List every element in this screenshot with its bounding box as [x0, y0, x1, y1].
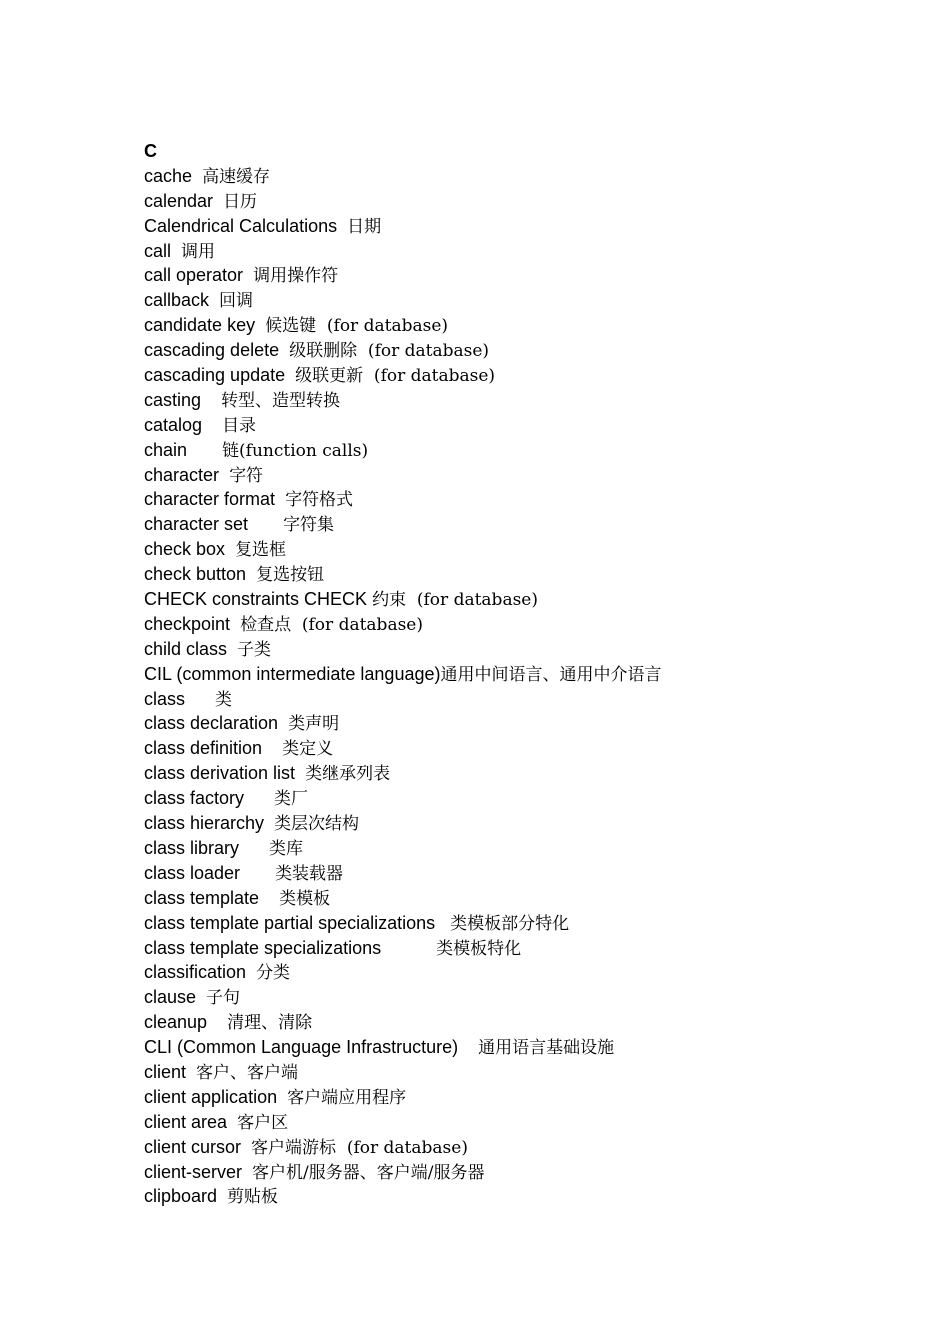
- glossary-entry: [144, 1184, 904, 1209]
- entry-translation: 类模板部分特化: [450, 913, 570, 934]
- entry-term: client-server: [144, 1161, 243, 1182]
- entry-translation: 字符: [229, 465, 264, 486]
- entry-term: character format: [144, 489, 276, 510]
- glossary-entry: [144, 1035, 904, 1060]
- glossary-page: [144, 139, 904, 1209]
- entry-translation: 类库: [269, 838, 304, 859]
- entry-term: class library: [144, 837, 240, 858]
- glossary-entry: [144, 239, 904, 264]
- entry-spacing: [295, 763, 305, 783]
- entry-translation: 调用: [181, 241, 216, 262]
- entry-spacing: [207, 1012, 227, 1032]
- entry-translation: 类模板: [279, 888, 331, 909]
- entry-term: class: [144, 688, 186, 709]
- entry-spacing: [246, 962, 256, 982]
- entry-term: catalog: [144, 414, 203, 435]
- entry-term: class declaration: [144, 713, 279, 734]
- entry-term: class template partial specializations: [144, 912, 436, 933]
- entry-term: class hierarchy: [144, 813, 265, 834]
- entry-spacing: [458, 1037, 478, 1057]
- glossary-entry: [144, 886, 904, 911]
- entry-translation: 客户区: [237, 1112, 289, 1133]
- glossary-entry: [144, 537, 904, 562]
- entry-translation: 检查点 (for database): [240, 614, 423, 635]
- entry-term: class template specializations: [144, 937, 382, 958]
- entry-translation: 级联更新 (for database): [295, 366, 496, 387]
- glossary-entry: [144, 1010, 904, 1035]
- glossary-entry: [144, 861, 904, 886]
- glossary-entry: [144, 836, 904, 861]
- entry-term: candidate key: [144, 315, 256, 336]
- entry-term: client application: [144, 1086, 278, 1107]
- entry-term: clause: [144, 987, 197, 1008]
- entry-translation: 目录: [222, 415, 257, 436]
- entry-term: class template: [144, 887, 260, 908]
- entry-translation: 通用中间语言、通用中介语言: [440, 664, 662, 685]
- entry-spacing: [255, 315, 265, 335]
- glossary-entry: [144, 463, 904, 488]
- entry-spacing: [240, 863, 275, 883]
- glossary-entry: [144, 1060, 904, 1085]
- entry-spacing: [225, 539, 235, 559]
- entry-spacing: [227, 1112, 237, 1132]
- entry-translation: 日期: [347, 216, 382, 237]
- glossary-list: [144, 164, 904, 1209]
- entry-spacing: [209, 290, 219, 310]
- glossary-entry: [144, 587, 904, 612]
- entry-spacing: [248, 514, 283, 534]
- glossary-entry: [144, 263, 904, 288]
- entry-term: CIL (common intermediate language): [144, 663, 441, 684]
- entry-term: casting: [144, 389, 202, 410]
- entry-spacing: [278, 713, 288, 733]
- glossary-entry: [144, 1085, 904, 1110]
- entry-translation: 字符集: [283, 515, 335, 536]
- entry-term: check box: [144, 539, 226, 560]
- glossary-entry: [144, 662, 904, 687]
- entry-translation: 清理、清除: [227, 1013, 313, 1034]
- entry-translation: 分类: [256, 963, 291, 984]
- entry-translation: 通用语言基础设施: [478, 1038, 615, 1059]
- glossary-entry: [144, 960, 904, 985]
- glossary-entry: [144, 214, 904, 239]
- glossary-entry: [144, 512, 904, 537]
- entry-term: class factory: [144, 788, 245, 809]
- glossary-entry: [144, 936, 904, 961]
- entry-spacing: [219, 465, 229, 485]
- entry-spacing: [279, 340, 289, 360]
- section-heading: C: [144, 141, 157, 161]
- entry-spacing: [337, 216, 347, 236]
- entry-spacing: [213, 191, 223, 211]
- entry-spacing: [277, 1087, 287, 1107]
- entry-translation: 类装载器: [275, 863, 344, 884]
- entry-term: CHECK constraints CHECK: [144, 589, 368, 610]
- entry-spacing: [217, 1186, 227, 1206]
- entry-term: CLI (Common Language Infrastructure): [144, 1037, 459, 1058]
- entry-translation: 类声明: [288, 714, 340, 735]
- entry-translation: 类: [215, 689, 233, 710]
- entry-term: child class: [144, 638, 228, 659]
- glossary-entry: [144, 562, 904, 587]
- entry-term: character set: [144, 514, 249, 535]
- entry-translation: 客户端应用程序: [287, 1087, 407, 1108]
- entry-spacing: [192, 166, 202, 186]
- glossary-entry: [144, 711, 904, 736]
- entry-spacing: [381, 938, 436, 958]
- entry-spacing: [275, 489, 285, 509]
- glossary-entry: [144, 911, 904, 936]
- entry-translation: 转型、造型转换: [221, 390, 341, 411]
- glossary-entry: [144, 1135, 904, 1160]
- entry-translation: 子句: [206, 988, 241, 1009]
- entry-term: client cursor: [144, 1136, 242, 1157]
- entry-spacing: [435, 913, 450, 933]
- entry-translation: 类层次结构: [274, 814, 360, 835]
- glossary-entry: [144, 363, 904, 388]
- glossary-entry: [144, 189, 904, 214]
- entry-translation: 客户机/服务器、客户端/服务器: [252, 1162, 485, 1183]
- glossary-entry: [144, 413, 904, 438]
- entry-term: client: [144, 1061, 187, 1082]
- entry-translation: 类继承列表: [305, 764, 391, 785]
- entry-spacing: [239, 838, 269, 858]
- entry-translation: 链(function calls): [222, 440, 369, 461]
- entry-spacing: [230, 614, 240, 634]
- entry-translation: 剪贴板: [227, 1187, 279, 1208]
- entry-spacing: [285, 365, 295, 385]
- entry-spacing: [241, 1137, 251, 1157]
- entry-term: call operator: [144, 265, 244, 286]
- entry-translation: 复选按钮: [256, 565, 325, 586]
- entry-term: client area: [144, 1111, 228, 1132]
- entry-term: calendar: [144, 190, 214, 211]
- entry-term: cache: [144, 165, 193, 186]
- entry-term: check button: [144, 564, 247, 585]
- entry-term: clipboard: [144, 1186, 218, 1207]
- glossary-entry: [144, 313, 904, 338]
- entry-spacing: [186, 1062, 196, 1082]
- entry-term: character: [144, 464, 220, 485]
- entry-spacing: [185, 689, 215, 709]
- entry-translation: 类厂: [274, 789, 309, 810]
- entry-term: class definition: [144, 738, 263, 759]
- entry-translation: 级联删除 (for database): [289, 341, 490, 362]
- glossary-entry: [144, 388, 904, 413]
- glossary-entry: [144, 612, 904, 637]
- entry-spacing: [227, 639, 237, 659]
- entry-term: cleanup: [144, 1012, 208, 1033]
- entry-translation: 调用操作符: [253, 266, 339, 287]
- entry-term: checkpoint: [144, 613, 231, 634]
- entry-spacing: [262, 738, 282, 758]
- entry-term: Calendrical Calculations: [144, 215, 338, 236]
- entry-translation: 高速缓存: [202, 166, 271, 187]
- entry-spacing: [171, 241, 181, 261]
- entry-translation: 字符格式: [285, 490, 354, 511]
- glossary-entry: [144, 761, 904, 786]
- entry-spacing: [242, 1162, 252, 1182]
- glossary-entry: [144, 338, 904, 363]
- glossary-entry: [144, 687, 904, 712]
- entry-translation: 客户端游标 (for database): [251, 1137, 468, 1158]
- glossary-entry: [144, 1160, 904, 1185]
- entry-term: classification: [144, 962, 247, 983]
- entry-term: call: [144, 240, 172, 261]
- glossary-entry: [144, 786, 904, 811]
- glossary-entry: [144, 811, 904, 836]
- entry-translation: 回调: [219, 291, 254, 312]
- glossary-entry: [144, 487, 904, 512]
- entry-translation: 约束 (for database): [372, 590, 538, 611]
- glossary-entry: [144, 1110, 904, 1135]
- glossary-entry: [144, 164, 904, 189]
- entry-term: callback: [144, 290, 210, 311]
- glossary-entry: [144, 985, 904, 1010]
- entry-translation: 复选框: [235, 540, 287, 561]
- entry-term: cascading delete: [144, 340, 280, 361]
- glossary-entry: [144, 637, 904, 662]
- entry-term: class loader: [144, 862, 241, 883]
- entry-spacing: [196, 987, 206, 1007]
- entry-translation: 候选键 (for database): [265, 316, 449, 337]
- glossary-entry: [144, 288, 904, 313]
- entry-spacing: [187, 440, 222, 460]
- entry-spacing: [259, 888, 279, 908]
- entry-spacing: [201, 390, 221, 410]
- entry-translation: 子类: [237, 639, 272, 660]
- entry-translation: 类定义: [282, 739, 334, 760]
- entry-spacing: [244, 788, 274, 808]
- entry-term: cascading update: [144, 365, 286, 386]
- entry-spacing: [264, 813, 274, 833]
- glossary-entry: [144, 736, 904, 761]
- entry-term: chain: [144, 439, 188, 460]
- entry-term: class derivation list: [144, 763, 296, 784]
- entry-translation: 客户、客户端: [196, 1062, 299, 1083]
- entry-translation: 日历: [223, 191, 258, 212]
- glossary-entry: [144, 438, 904, 463]
- entry-translation: 类模板特化: [436, 938, 522, 959]
- entry-spacing: [243, 265, 253, 285]
- entry-spacing: [202, 415, 222, 435]
- entry-spacing: [246, 564, 256, 584]
